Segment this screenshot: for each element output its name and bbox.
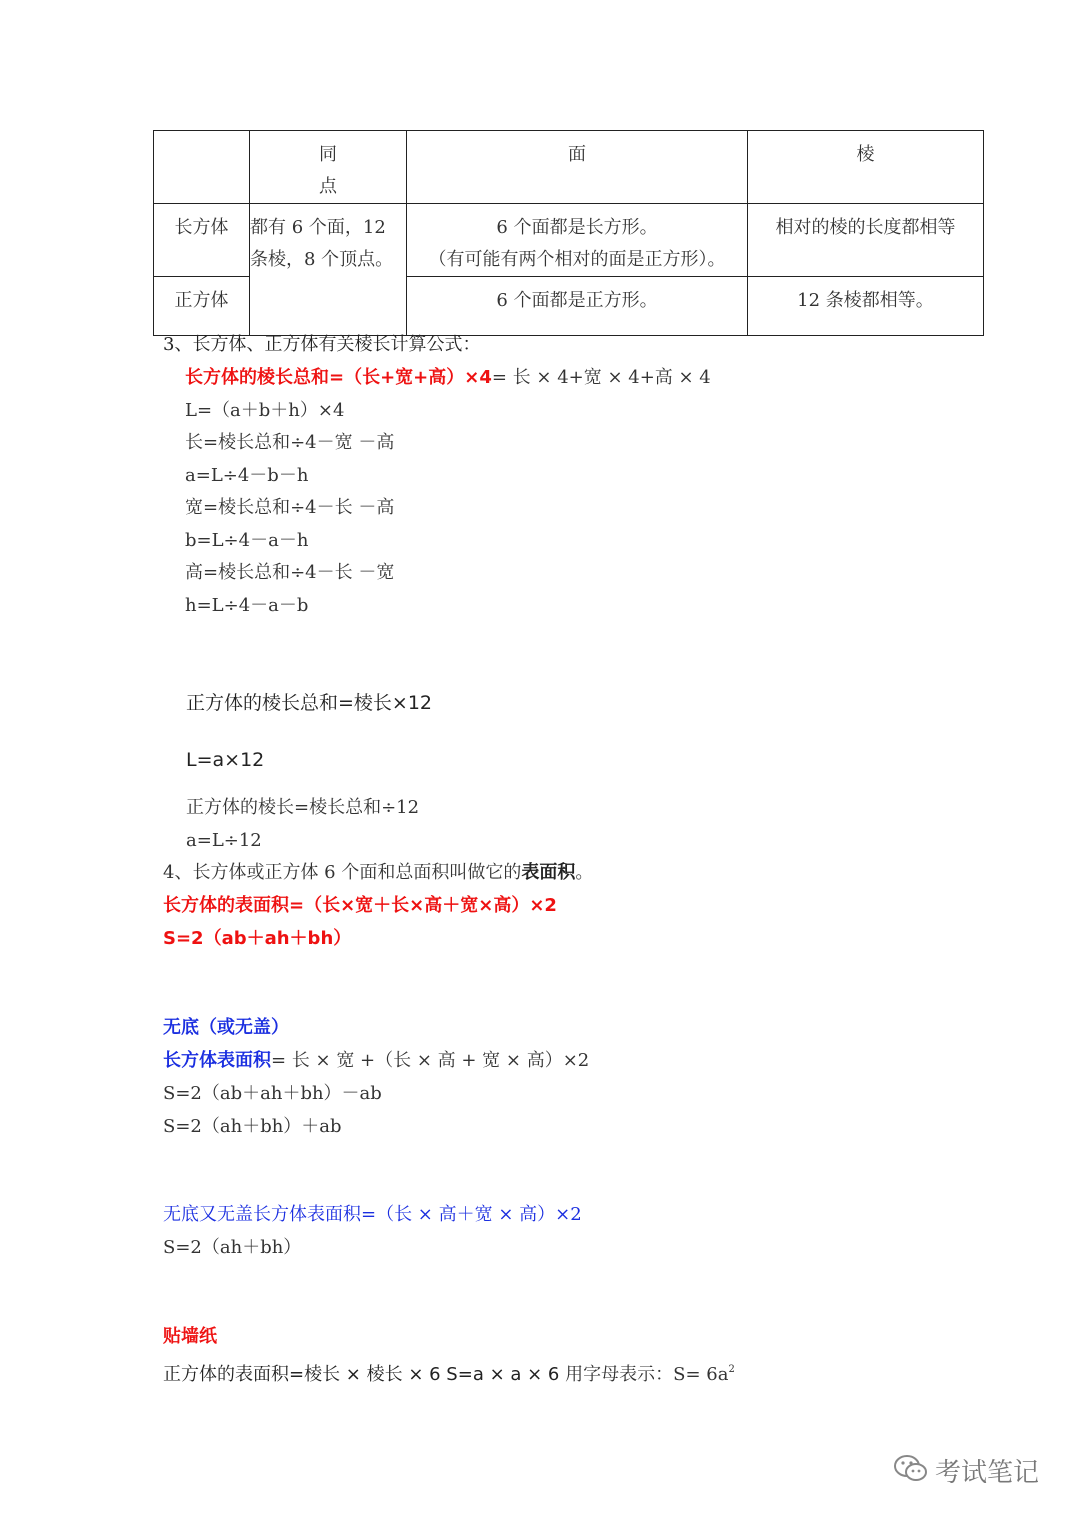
watermark-text: 考试笔记: [935, 1458, 1040, 1488]
face-cell: 6 个面都是正方形。: [407, 277, 748, 336]
no-bottom-no-lid-formula: 无底又无盖长方体表面积=（长 × 高＋宽 × 高）×2: [163, 1204, 582, 1225]
table-header-cell: [154, 131, 250, 204]
section3-heading: 3、长方体、正方体有关棱长计算公式：: [163, 334, 481, 355]
table-row: [154, 204, 984, 277]
table-header-cell: 面: [407, 131, 748, 204]
face-cell: [407, 204, 748, 277]
cube-a: a=L÷12: [186, 830, 262, 851]
header-same-line: 点: [319, 176, 337, 197]
formula-line: a=L÷4－b－h: [185, 465, 309, 486]
no-bottom-label: 长方体表面积: [163, 1050, 271, 1071]
common-line: 都有 6 个面，12: [250, 217, 386, 238]
formula-line: 长=棱长总和÷4－宽 －高: [185, 432, 395, 453]
formula-line: b=L÷4－a－h: [185, 530, 309, 551]
table-header-cell: [250, 131, 407, 204]
wechat-icon: [893, 1453, 929, 1489]
formula-line: 宽=棱长总和÷4－长 －高: [185, 497, 395, 518]
section4-heading: 4、长方体或正方体 6 个面和总面积叫做它的表面积。: [163, 862, 594, 883]
header-same-line: 同: [319, 144, 337, 165]
watermark: [893, 1452, 1039, 1489]
wallpaper-title: 贴墙纸: [163, 1326, 217, 1347]
surface-area-term: 表面积: [521, 862, 576, 883]
common-line: 条棱，8 个顶点。: [250, 249, 394, 270]
no-bottom-no-lid-S: S=2（ah＋bh）: [163, 1237, 302, 1258]
cuboid-edge-sum-rest: = 长 × 4+宽 × 4+高 × 4: [491, 367, 711, 388]
row-name-cell: 正方体: [154, 277, 250, 336]
cuboid-surface-formula: 长方体的表面积=（长×宽＋长×高＋宽×高）×2: [163, 895, 557, 916]
formula-line: L=（a＋b＋h）×4: [185, 400, 345, 421]
row-name-cell: 长方体: [154, 204, 250, 277]
face-line: （有可能有两个相对的面是正方形）。: [428, 249, 726, 270]
cube-edge-sum: 正方体的棱长总和=棱长×12: [186, 692, 433, 714]
cuboid-edge-sum-formula: [185, 366, 711, 390]
formula-line: 高=棱长总和÷4－长 －宽: [185, 562, 395, 583]
no-bottom-S1: S=2（ab＋ah＋bh）－ab: [163, 1083, 382, 1104]
no-bottom-S2: S=2（ah＋bh）＋ab: [163, 1116, 342, 1137]
common-cell: [250, 204, 407, 336]
formula-line: h=L÷4－a－b: [185, 595, 309, 616]
table-header-row: [154, 131, 984, 204]
edge-cell: 相对的棱的长度都相等: [748, 204, 984, 277]
cube-edge: 正方体的棱长=棱长总和÷12: [186, 797, 420, 818]
edge-cell: 12 条棱都相等。: [748, 277, 984, 336]
wallpaper-formula: 正方体的表面积=棱长 × 棱长 × 6 S=a × a × 6 用字母表示：$S= 6a^2$: [163, 1364, 735, 1385]
cuboid-surface-S: S=2（ab＋ah＋bh）: [163, 928, 352, 949]
table-header-cell: 棱: [748, 131, 984, 204]
cube-L: L=a×12: [186, 749, 265, 771]
face-line: 6 个面都是长方形。: [496, 217, 658, 238]
no-bottom-title: 无底（或无盖）: [163, 1017, 289, 1038]
comparison-table: [153, 130, 984, 336]
no-bottom-formula: 长方体表面积= 长 × 宽 +（长 × 高 + 宽 × 高）×2: [163, 1050, 590, 1071]
cuboid-edge-sum-red: 长方体的棱长总和=（长+宽+高）×4: [185, 367, 492, 388]
